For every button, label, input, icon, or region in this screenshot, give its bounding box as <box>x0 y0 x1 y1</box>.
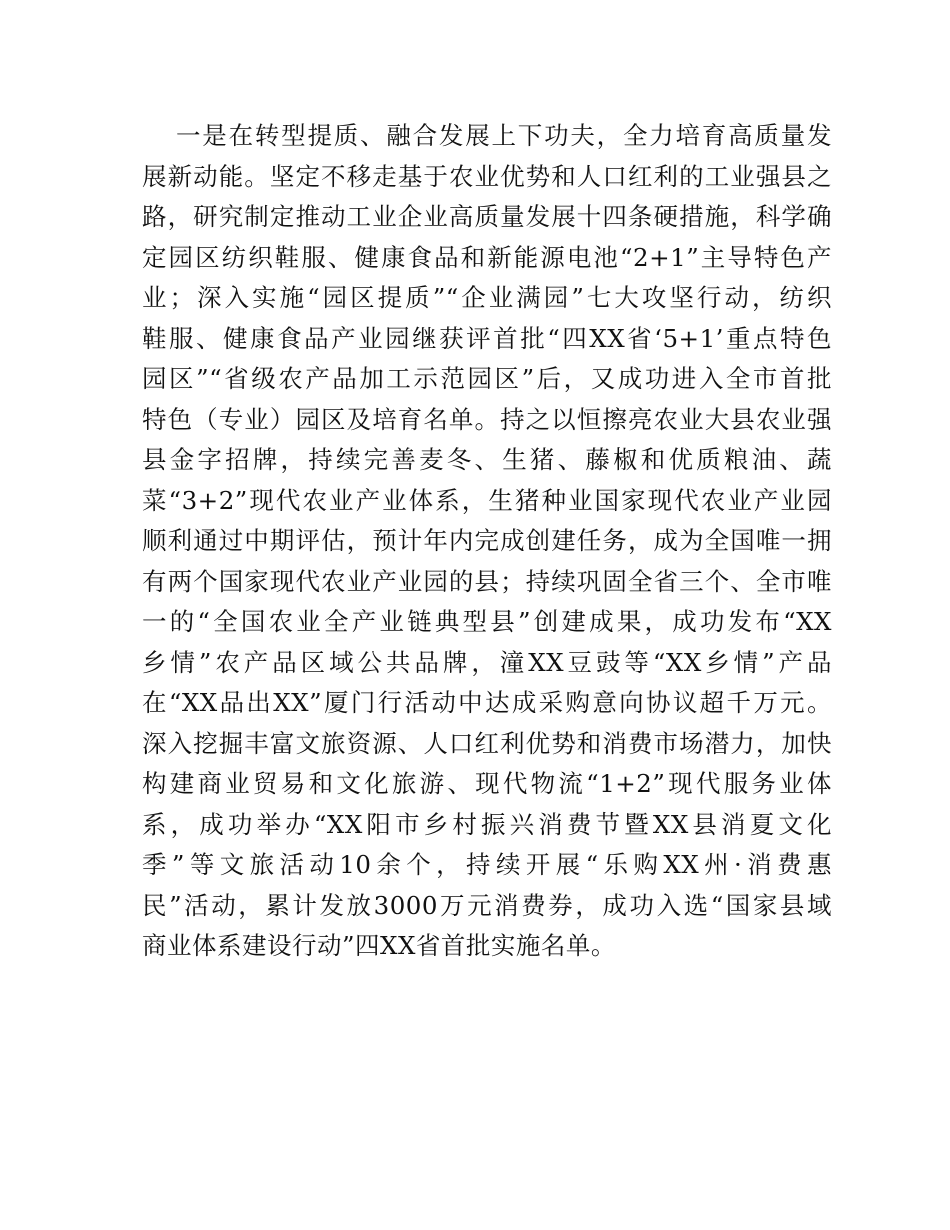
text-line: 构建商业贸易和文化旅游、现代物流“1+2”现代服务业体 <box>142 769 832 798</box>
text-line: 业；深入实施“园区提质”“企业满园”七大攻坚行动，纺织 <box>142 283 832 312</box>
paragraph <box>142 116 832 967</box>
text-line: 季”等文旅活动10余个，持续开展“乐购XX州·消费惠 <box>142 850 832 879</box>
text-line: 路，研究制定推动工业企业高质量发展十四条硬措施，科学确 <box>142 202 832 231</box>
text-line: 鞋服、健康食品产业园继获评首批“四XX省‘5+1’重点特色 <box>142 323 832 353</box>
text-line: 特色（专业）园区及培育名单。持之以恒擦亮农业大县农业强 <box>142 404 832 434</box>
text-line: 有两个国家现代农业产业园的县；持续巩固全省三个、全市唯 <box>142 566 832 596</box>
text-line: 县金字招牌，持续完善麦冬、生猪、藤椒和优质粮油、蔬 <box>142 445 832 474</box>
text-line: 园区”“省级农产品加工示范园区”后，又成功进入全市首批 <box>142 364 832 393</box>
text-line: 定园区纺织鞋服、健康食品和新能源电池“2+1”主导特色产 <box>142 242 832 272</box>
text-line: 商业体系建设行动”四XX省首批实施名单。 <box>142 931 616 960</box>
text-line: 顺利通过中期评估，预计年内完成创建任务，成为全国唯一拥 <box>142 526 832 555</box>
text-line: 在“XX品出XX”厦门行活动中达成采购意向协议超千万元。 <box>142 688 832 717</box>
text-line: 展新动能。坚定不移走基于农业优势和人口红利的工业强县之 <box>142 161 832 191</box>
text-line: 乡情”农产品区域公共品牌，潼XX豆豉等“XX乡情”产品 <box>142 647 832 677</box>
text-line: 一是在转型提质、融合发展上下功夫，全力培育高质量发 <box>176 121 832 150</box>
text-line: 系，成功举办“XX阳市乡村振兴消费节暨XX县消夏文化 <box>142 809 832 839</box>
text-line: 一的“全国农业全产业链典型县”创建成果，成功发布“XX <box>142 607 832 636</box>
text-line: 民”活动，累计发放3000万元消费券，成功入选“国家县域 <box>142 890 832 920</box>
text-line: 深入挖掘丰富文旅资源、人口红利优势和消费市场潜力，加快 <box>142 728 832 758</box>
text-line: 菜“3+2”现代农业产业体系，生猪种业国家现代农业产业园 <box>142 485 832 515</box>
